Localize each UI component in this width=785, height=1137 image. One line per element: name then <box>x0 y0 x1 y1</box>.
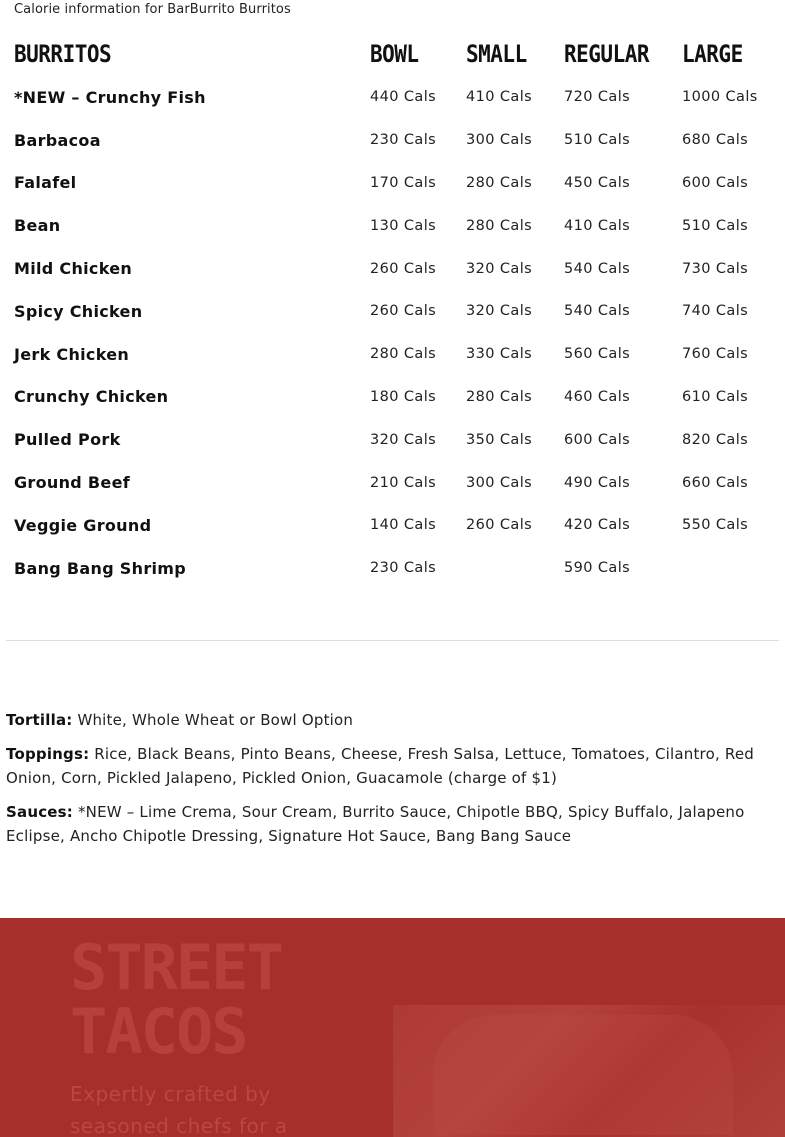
column-header-burritos: BURRITOS <box>14 40 112 68</box>
large-calories: 820 Cals <box>682 431 749 448</box>
bowl-calories: 280 Cals <box>370 346 437 363</box>
large-calories: 660 Cals <box>682 474 749 491</box>
small-calories: 280 Cals <box>466 217 533 234</box>
table-row <box>14 162 782 205</box>
table-row <box>14 547 782 590</box>
bowl-calories: 440 Cals <box>370 89 437 106</box>
section-divider <box>6 640 779 641</box>
toppings-label: Toppings: <box>6 745 90 763</box>
large-calories <box>682 547 782 590</box>
burrito-name: Barbacoa <box>14 130 101 150</box>
large-calories: 610 Cals <box>682 388 749 405</box>
table-caption: Calorie information for BarBurrito Burritos <box>14 2 291 17</box>
regular-calories: 590 Cals <box>564 560 631 577</box>
sauces-note <box>6 800 766 848</box>
burrito-name: Mild Chicken <box>14 259 133 279</box>
bowl-calories: 180 Cals <box>370 388 437 405</box>
large-calories: 510 Cals <box>682 217 749 234</box>
regular-calories: 560 Cals <box>564 346 631 363</box>
column-header-bowl: BOWL <box>370 40 419 68</box>
regular-calories: 540 Cals <box>564 303 631 320</box>
small-calories: 330 Cals <box>466 346 533 363</box>
burrito-name: *NEW – Crunchy Fish <box>14 87 206 107</box>
promo-title: STREET TACOS <box>70 931 282 1068</box>
bowl-calories: 140 Cals <box>370 517 437 534</box>
bowl-calories: 210 Cals <box>370 474 437 491</box>
small-calories: 280 Cals <box>466 388 533 405</box>
regular-calories: 420 Cals <box>564 517 631 534</box>
promo-description: Expertly crafted by seasoned chefs for a <box>70 1082 288 1137</box>
burrito-name: Crunchy Chicken <box>14 387 169 407</box>
large-calories: 1000 Cals <box>682 89 758 106</box>
street-tacos-banner <box>0 918 785 1137</box>
column-header-small: SMALL <box>466 40 527 68</box>
burrito-name: Falafel <box>14 173 77 193</box>
small-calories: 410 Cals <box>466 89 533 106</box>
small-calories: 320 Cals <box>466 303 533 320</box>
tortilla-options: White, Whole Wheat or Bowl Option <box>77 711 354 729</box>
table-row <box>14 333 782 376</box>
regular-calories: 600 Cals <box>564 431 631 448</box>
column-header-large: LARGE <box>682 40 743 68</box>
small-calories <box>466 547 564 590</box>
burrito-options <box>6 708 766 858</box>
large-calories: 600 Cals <box>682 174 749 191</box>
burrito-name: Bean <box>14 216 61 236</box>
column-header-regular: REGULAR <box>564 40 650 68</box>
large-calories: 760 Cals <box>682 346 749 363</box>
table-header-row <box>14 40 782 76</box>
table-row <box>14 461 782 504</box>
small-calories: 300 Cals <box>466 132 533 149</box>
bowl-calories: 230 Cals <box>370 132 437 149</box>
table-row <box>14 76 782 119</box>
bowl-calories: 260 Cals <box>370 303 437 320</box>
regular-calories: 490 Cals <box>564 474 631 491</box>
large-calories: 550 Cals <box>682 517 749 534</box>
burrito-name: Jerk Chicken <box>14 344 130 364</box>
small-calories: 350 Cals <box>466 431 533 448</box>
burrito-name: Ground Beef <box>14 473 130 493</box>
table-row <box>14 204 782 247</box>
bowl-calories: 260 Cals <box>370 260 437 277</box>
burrito-name: Pulled Pork <box>14 430 121 450</box>
regular-calories: 540 Cals <box>564 260 631 277</box>
tortilla-label: Tortilla: <box>6 711 73 729</box>
burrito-name: Veggie Ground <box>14 515 152 535</box>
bowl-calories: 230 Cals <box>370 560 437 577</box>
calorie-table <box>14 40 782 590</box>
toppings-note <box>6 742 766 790</box>
sauces-label: Sauces: <box>6 803 73 821</box>
table-row <box>14 290 782 333</box>
regular-calories: 450 Cals <box>564 174 631 191</box>
small-calories: 260 Cals <box>466 517 533 534</box>
large-calories: 730 Cals <box>682 260 749 277</box>
large-calories: 740 Cals <box>682 303 749 320</box>
regular-calories: 510 Cals <box>564 132 631 149</box>
small-calories: 300 Cals <box>466 474 533 491</box>
burrito-name: Bang Bang Shrimp <box>14 558 187 578</box>
table-row <box>14 504 782 547</box>
table-row <box>14 376 782 419</box>
sauces-options: *NEW – Lime Crema, Sour Cream, Burrito Sauce, Chipotle BBQ, Spicy Buffalo, Jalapeno Eclipse, Ancho Chipotle Dressing, Signature Hot Sauce, Bang Bang Sauce <box>6 803 745 845</box>
large-calories: 680 Cals <box>682 132 749 149</box>
bowl-calories: 130 Cals <box>370 217 437 234</box>
bowl-calories: 170 Cals <box>370 174 437 191</box>
table-row <box>14 119 782 162</box>
table-row <box>14 247 782 290</box>
bowl-calories: 320 Cals <box>370 431 437 448</box>
toppings-options: Rice, Black Beans, Pinto Beans, Cheese, Fresh Salsa, Lettuce, Tomatoes, Cilantro, Red Onion, Corn, Pickled Jalapeno, Pickled Onion, Guacamole (charge of $1) <box>6 745 754 787</box>
regular-calories: 460 Cals <box>564 388 631 405</box>
regular-calories: 720 Cals <box>564 89 631 106</box>
burrito-name: Spicy Chicken <box>14 301 143 321</box>
tacos-image <box>393 1005 785 1137</box>
regular-calories: 410 Cals <box>564 217 631 234</box>
tortilla-note <box>6 708 766 732</box>
small-calories: 320 Cals <box>466 260 533 277</box>
table-row <box>14 418 782 461</box>
small-calories: 280 Cals <box>466 174 533 191</box>
